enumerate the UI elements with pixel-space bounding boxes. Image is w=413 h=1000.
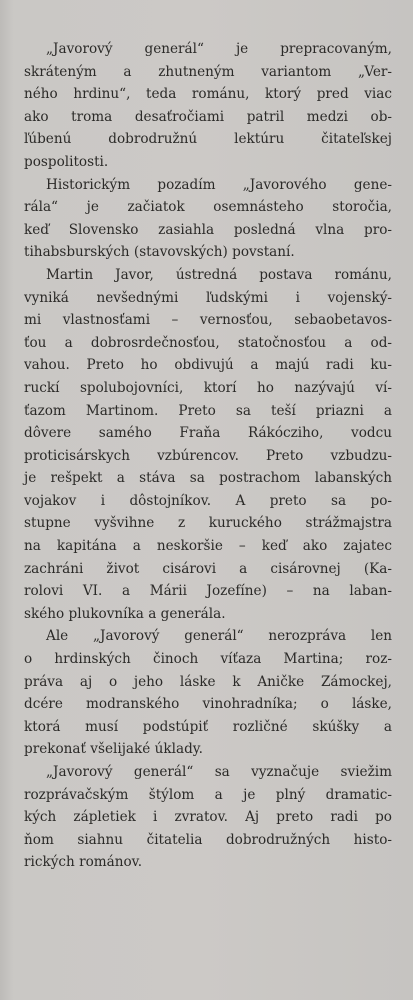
text-line: ktorá musí podstúpiť rozličné skúšky a	[24, 718, 392, 735]
text-line: Ale „Javorový generál“ nerozpráva len	[46, 628, 392, 645]
text-line: dcére modranského vinohradníka; o láske,	[24, 696, 392, 713]
text-line: ľúbenú dobrodružnú lektúru čitateľskej	[24, 131, 392, 148]
text-line: „Javorový generál“ je prepracovaným,	[46, 41, 392, 57]
text-line: vahou. Preto ho obdivujú a majú radi ku-	[24, 357, 392, 374]
text-line: dôvere samého Fraňa Rákócziho, vodcu	[24, 425, 392, 442]
blurb-paragraph	[24, 174, 392, 264]
text-line: skráteným a zhutneným variantom „Ver-	[24, 63, 392, 80]
text-line: kých zápletiek i zvratov. Aj preto radi po	[24, 809, 392, 826]
text-line: rolovi VI. a Márii Jozefíne) – na laban-	[24, 583, 392, 600]
text-line: ňom siahnu čitatelia dobrodružných histo-	[24, 831, 392, 848]
text-line: zachráni život cisárovi a cisárovnej (Ka-	[24, 560, 392, 577]
text-line: ťou a dobrosrdečnosťou, statočnosťou a od-	[24, 334, 392, 351]
book-blurb-text	[24, 38, 392, 874]
text-line: ného hrdinu“, teda románu, ktorý pred viac	[24, 86, 392, 103]
text-line: je rešpekt a stáva sa postrachom labanských	[24, 470, 392, 487]
text-line: vojakov i dôstojníkov. A preto sa po-	[24, 492, 392, 509]
text-line: rických románov.	[24, 854, 143, 871]
text-line: ťazom Martinom. Preto sa teší priazni a	[24, 402, 392, 419]
text-line: Historickým pozadím „Javorového gene-	[46, 176, 392, 193]
text-line: Martin Javor, ústredná postava románu,	[46, 266, 392, 283]
text-line: ako troma desaťročiami patril medzi ob-	[24, 108, 392, 125]
text-line: prekonať všelijaké úklady.	[24, 741, 203, 758]
text-line: ského plukovníka a generála.	[24, 605, 226, 622]
text-line: ruckí spolubojovníci, ktorí ho nazývajú ví-	[24, 379, 392, 396]
blurb-paragraph	[24, 38, 392, 174]
blurb-paragraph	[24, 625, 392, 761]
text-line: rála“ je začiatok osemnásteho storočia,	[24, 199, 392, 216]
text-line: pospolitosti.	[24, 153, 109, 170]
text-line: vyniká nevšednými ľudskými i vojenský-	[24, 289, 392, 306]
text-line: keď Slovensko zasiahla posledná vlna pro-	[24, 221, 392, 238]
text-line: rozprávačským štýlom a je plný dramatic-	[24, 786, 392, 803]
text-line: tihabsburských (stavovských) povstaní.	[24, 244, 295, 261]
text-line: „Javorový generál“ sa vyznačuje sviežim	[46, 764, 392, 780]
text-line: na kapitána a neskoršie – keď ako zajatec	[24, 538, 392, 555]
blurb-paragraph	[24, 264, 392, 626]
blurb-paragraph	[24, 761, 392, 874]
text-line: proticisárskych vzbúrencov. Preto vzbudzu-	[24, 447, 392, 464]
text-line: stupne vyšvihne z kuruckého strážmajstra	[24, 515, 392, 532]
text-line: o hrdinských činoch víťaza Martina; roz-	[24, 651, 392, 668]
text-line: mi vlastnosťami – vernosťou, sebaobetavos-	[24, 312, 392, 329]
text-line: práva aj o jeho láske k Aničke Zámockej,	[24, 673, 392, 690]
